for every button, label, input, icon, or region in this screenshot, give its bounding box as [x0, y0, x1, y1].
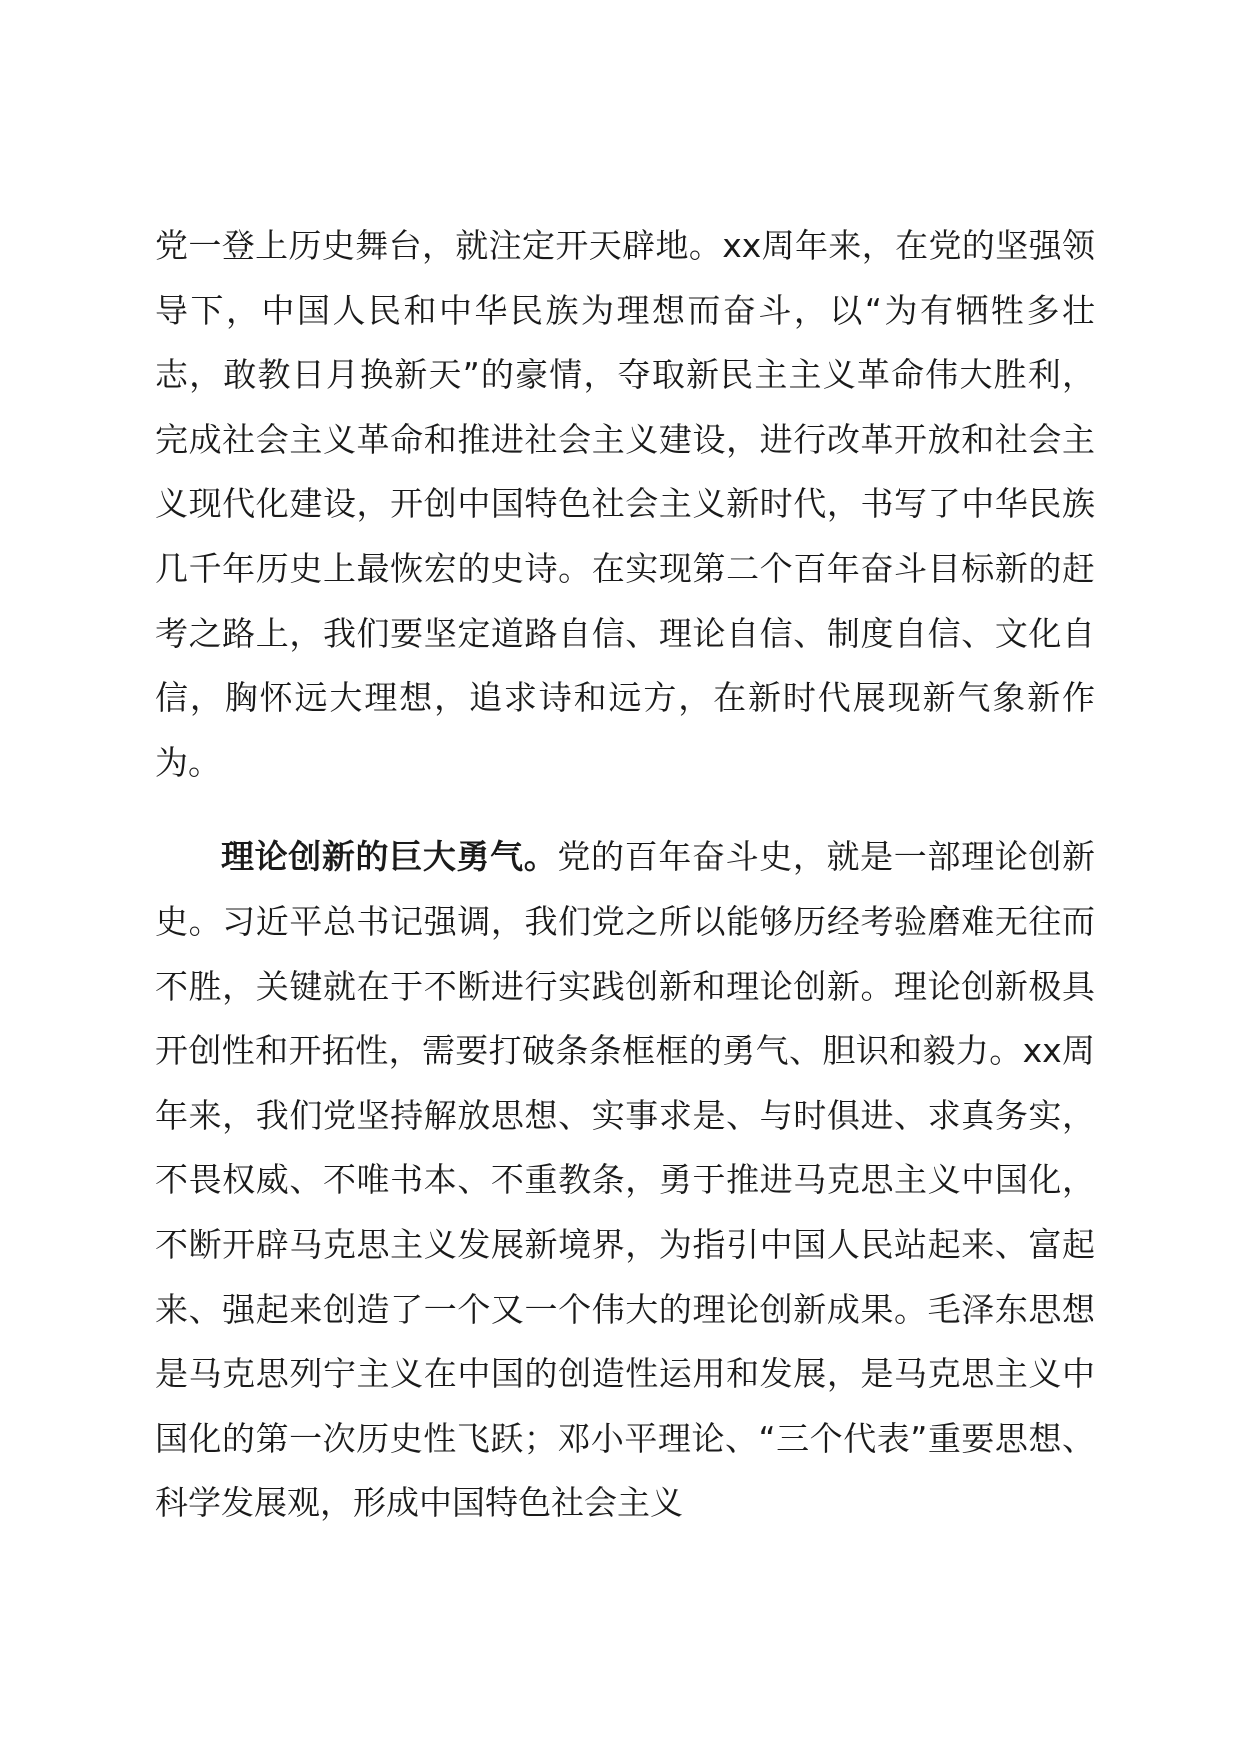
paragraph-2-text: 党的百年奋斗史，就是一部理论创新史。习近平总书记强调，我们党之所以能够历经考验磨难无往而不胜，关键就在于不断进行实践创新和理论创新。理论创新极具开创性和开拓性，需要打破条条框框的勇气、胆识和毅力。xx周年来，我们党坚持解放思想、实事求是、与时俱进、求真务实，不畏权威、不唯书本、不重教条，勇于推进马克思主义中国化，不断开辟马克思主义发展新境界，为指引中国人民站起来、富起来、强起来创造了一个又一个伟大的理论创新成果。毛泽东思想是马克思列宁主义在中国的创造性运用和发展，是马克思主义中国化的第一次历史性飞跃；邓小平理论、“三个代表”重要思想、科学发展观，形成中国特色社会主义	[155, 837, 1096, 1523]
document-page	[155, 214, 1095, 1536]
paragraph-2	[155, 825, 1095, 1536]
paragraph-2-lead: 理论创新的巨大勇气。	[221, 837, 558, 877]
paragraph-1-text: 党一登上历史舞台，就注定开天辟地。xx周年来，在党的坚强领导下，中国人民和中华民族为理想而奋斗，以“为有牺牲多壮志，敢教日月换新天”的豪情，夺取新民主主义革命伟大胜利，完成社会主义革命和推进社会主义建设，进行改革开放和社会主义现代化建设，开创中国特色社会主义新时代，书写了中华民族几千年历史上最恢宏的史诗。在实现第二个百年奋斗目标新的赶考之路上，我们要坚定道路自信、理论自信、制度自信、文化自信，胸怀远大理想，追求诗和远方，在新时代展现新气象新作为。	[155, 226, 1095, 782]
paragraph-1	[155, 214, 1095, 795]
